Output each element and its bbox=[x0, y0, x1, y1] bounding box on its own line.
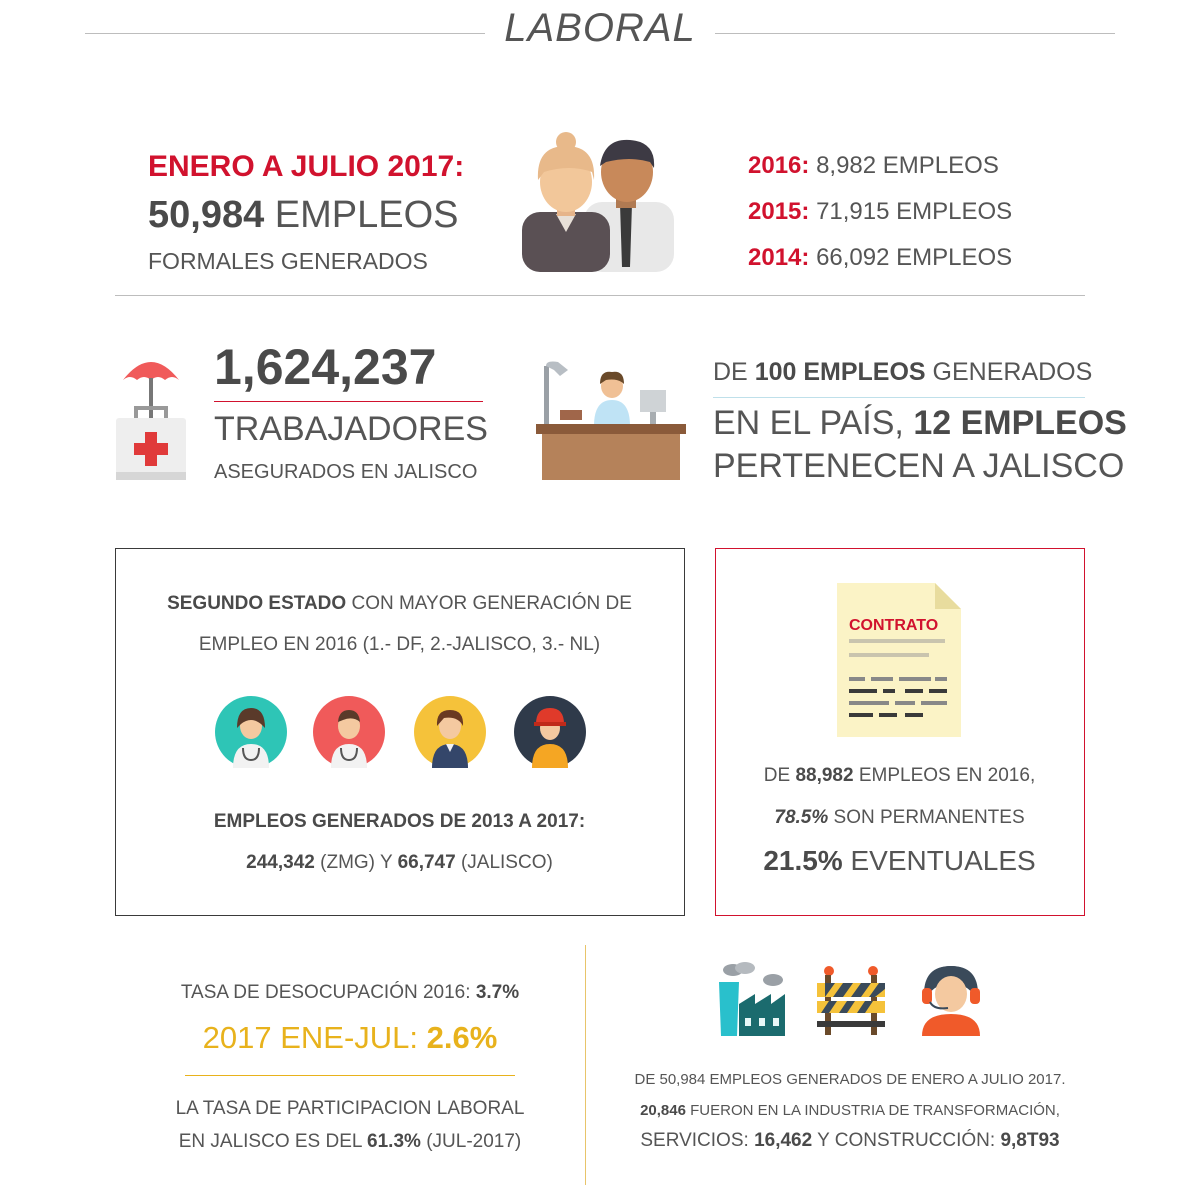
unemployment-bold: 3.7% bbox=[475, 982, 520, 1003]
construction-barrier-icon bbox=[815, 965, 887, 1035]
sectors-text: Y CONSTRUCCIÓN: bbox=[812, 1130, 1001, 1151]
year-unit: EMPLEOS bbox=[896, 244, 1013, 271]
share-text: GENERADOS bbox=[925, 358, 1093, 386]
unemployment-line-2 bbox=[115, 1020, 585, 1056]
hero-jobs-number: 50,984 bbox=[148, 194, 265, 236]
stewardess-icon bbox=[414, 696, 486, 768]
contract-line-3 bbox=[716, 845, 1083, 877]
rank-bold: SEGUNDO ESTADO bbox=[167, 593, 347, 614]
share-line-2 bbox=[713, 404, 1127, 443]
year-value: 66,092 bbox=[816, 244, 890, 271]
rank-line-1 bbox=[116, 593, 683, 615]
participation-line-2 bbox=[115, 1131, 585, 1153]
contract-line-1 bbox=[716, 765, 1083, 787]
sectors-line-1: DE 50,984 EMPLEOS GENERADOS DE ENERO A JULIO 2017. bbox=[634, 1071, 1066, 1088]
sectors-text: FUERON EN LA INDUSTRIA DE TRANSFORMACIÓN, bbox=[685, 1102, 1060, 1119]
zmg-value: 244,342 bbox=[246, 852, 315, 873]
participation-text: (JUL-2017) bbox=[420, 1131, 522, 1152]
hero-jobs-unit: EMPLEOS bbox=[274, 194, 459, 236]
section-divider bbox=[115, 295, 1085, 296]
unemployment-text: TASA DE DESOCUPACIÓN 2016: bbox=[180, 982, 476, 1003]
insurance-icon bbox=[114, 350, 188, 482]
share-bold: 12 EMPLEOS bbox=[913, 404, 1127, 442]
contract-bold: 88,982 bbox=[795, 765, 854, 786]
share-line-3: PERTENECEN A JALISCO bbox=[713, 447, 1125, 485]
year-label: 2015: bbox=[748, 198, 810, 225]
eventual-percent: 21.5% bbox=[763, 845, 843, 876]
year-unit: EMPLEOS bbox=[882, 152, 999, 179]
insured-label: TRABAJADORES bbox=[214, 410, 488, 448]
participation-text: EN JALISCO ES DEL bbox=[178, 1131, 368, 1152]
rank-subtitle: EMPLEOS GENERADOS DE 2013 A 2017: bbox=[213, 811, 586, 832]
factory-icon bbox=[715, 962, 787, 1036]
title-rule-right bbox=[715, 33, 1115, 34]
share-underline bbox=[713, 397, 1085, 398]
vertical-divider bbox=[585, 945, 586, 1185]
insured-underline bbox=[214, 401, 483, 402]
share-text: DE bbox=[713, 358, 755, 386]
hero-jobs-caption: FORMALES GENERADOS bbox=[148, 248, 428, 274]
share-text: EN EL PAÍS, bbox=[713, 404, 914, 442]
contract-line-2 bbox=[716, 807, 1083, 829]
desk-icon bbox=[536, 360, 686, 482]
unemployment-bold: 2.6% bbox=[426, 1020, 498, 1055]
jalisco-value: 66,747 bbox=[397, 852, 456, 873]
year-row bbox=[748, 198, 1012, 226]
rank-line-2: EMPLEO EN 2016 (1.- DF, 2.-JALISCO, 3.- NL) bbox=[198, 634, 601, 655]
sectors-line-2 bbox=[600, 1102, 1100, 1119]
doctor-woman-icon bbox=[215, 696, 287, 768]
workers-icon bbox=[520, 132, 680, 272]
sectors-bold: 16,462 bbox=[754, 1130, 813, 1151]
contract-text: DE bbox=[763, 765, 796, 786]
participation-line-1: LA TASA DE PARTICIPACION LABORAL bbox=[175, 1098, 525, 1119]
contract-document-icon bbox=[835, 581, 963, 739]
doctor-man-icon bbox=[313, 696, 385, 768]
zmg-label: (ZMG) Y bbox=[314, 852, 398, 873]
year-label: 2016: bbox=[748, 152, 810, 179]
hero-period-label: ENERO A JULIO 2017: bbox=[148, 150, 465, 183]
contract-doc-label: CONTRATO bbox=[849, 617, 939, 634]
year-row bbox=[748, 152, 999, 180]
hero-jobs bbox=[148, 194, 459, 237]
year-unit: EMPLEOS bbox=[896, 198, 1013, 225]
year-value: 71,915 bbox=[816, 198, 890, 225]
insured-caption: ASEGURADOS EN JALISCO bbox=[214, 461, 478, 483]
rank-box bbox=[115, 548, 685, 916]
contract-text: EVENTUALES bbox=[842, 845, 1036, 876]
share-bold: 100 EMPLEOS bbox=[754, 358, 926, 386]
participation-bold: 61.3% bbox=[367, 1131, 421, 1152]
year-value: 8,982 bbox=[816, 152, 877, 179]
rank-text: CON MAYOR GENERACIÓN DE bbox=[346, 593, 632, 614]
contract-text: EMPLEOS EN 2016, bbox=[853, 765, 1036, 786]
call-center-operator-icon bbox=[918, 962, 984, 1036]
share-line-1 bbox=[713, 358, 1092, 387]
firefighter-icon bbox=[514, 696, 586, 768]
year-row bbox=[748, 244, 1012, 272]
contract-box bbox=[715, 548, 1085, 916]
sectors-bold: 9,8T93 bbox=[1000, 1130, 1060, 1151]
page-title: LABORAL bbox=[504, 6, 696, 50]
contract-text: SON PERMANENTES bbox=[828, 807, 1025, 828]
permanent-percent: 78.5% bbox=[774, 807, 829, 828]
sectors-line-3 bbox=[600, 1130, 1100, 1152]
sectors-bold: 20,846 bbox=[640, 1102, 686, 1119]
unemployment-underline bbox=[185, 1075, 515, 1076]
unemployment-text: 2017 ENE-JUL: bbox=[202, 1020, 427, 1055]
jalisco-label: (JALISCO) bbox=[455, 852, 553, 873]
year-label: 2014: bbox=[748, 244, 810, 271]
unemployment-line-1 bbox=[115, 982, 585, 1004]
rank-values bbox=[116, 852, 683, 874]
sectors-text: SERVICIOS: bbox=[640, 1130, 755, 1151]
insured-number: 1,624,237 bbox=[214, 339, 437, 395]
